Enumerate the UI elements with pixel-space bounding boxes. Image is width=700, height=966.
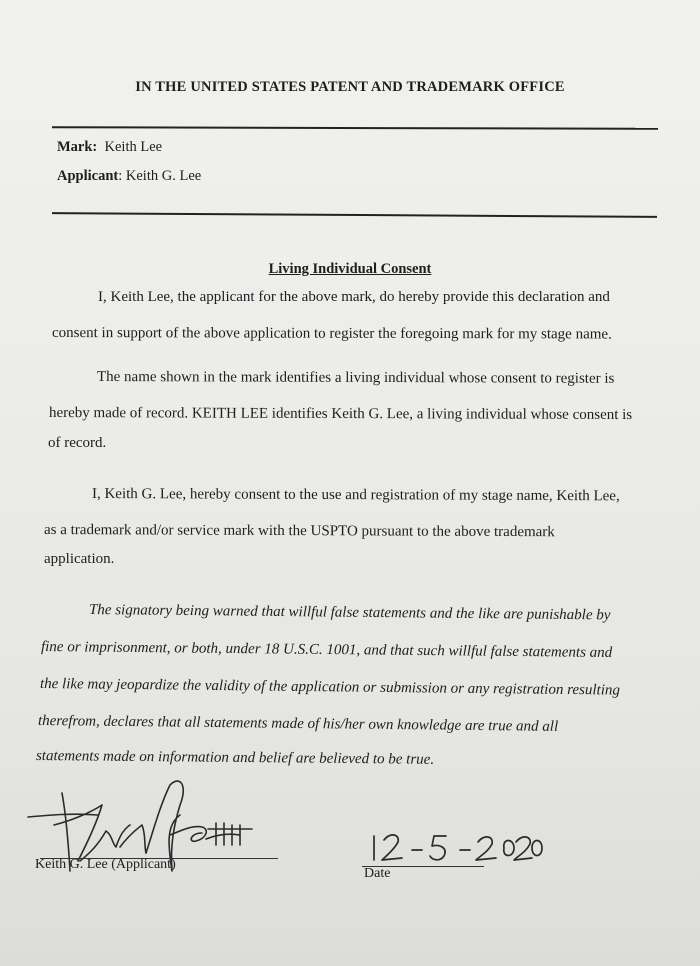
signature-caption: Keith G. Lee (Applicant) [35,857,176,872]
paragraph-2-line-2: hereby made of record. KEITH LEE identifies Keith G. Lee, a living individual whose consent is [48,405,633,424]
paragraph-3-line-2: as a trademark and/or service mark with the USPTO pursuant to the above trademark [43,522,555,541]
office-heading: IN THE UNITED STATES PATENT AND TRADEMARK OFFICE [135,79,565,95]
section-title: Living Individual Consent [268,261,432,277]
paragraph-3-line-3: application. [44,551,115,567]
paragraph-3-line-1: I, Keith G. Lee, hereby consent to the use and registration of my stage name, Keith Lee, [91,486,620,505]
paragraph-1-line-1: I, Keith Lee, the applicant for the above mark, do hereby provide this declaration and [98,289,610,305]
applicant-line [57,168,201,185]
applicant-label: Applicant [57,168,119,184]
paragraph-1-line-2: consent in support of the above application to register the foregoing mark for my stage name. [51,325,612,343]
paragraph-4-line-1: The signatory being warned that willful false statements and the like are punishable by [88,602,611,624]
paragraph-4-line-2: fine or imprisonment, or both, under 18 U.S.C. 1001, and that such willful false statements and [40,639,613,661]
mark-value: Keith Lee [104,139,163,155]
date-caption: Date [364,866,391,881]
top-divider [52,126,658,130]
applicant-value: : Keith G. Lee [118,168,202,184]
paragraph-2-line-1: The name shown in the mark identifies a living individual whose consent to register is [96,369,615,387]
mark-line [57,139,162,156]
paragraph-4-line-5: statements made on information and belief are believed to be true. [35,748,435,768]
bottom-divider [52,212,657,218]
paragraph-2-line-3: of record. [48,435,107,451]
mark-label: Mark: [57,139,98,155]
handwritten-date [364,826,544,870]
paragraph-4-line-3: the like may jeopardize the validity of the application or submission or any registration resulting [39,676,621,699]
paragraph-4-line-4: therefrom, declares that all statements made of his/her own knowledge are true and all [37,713,559,735]
